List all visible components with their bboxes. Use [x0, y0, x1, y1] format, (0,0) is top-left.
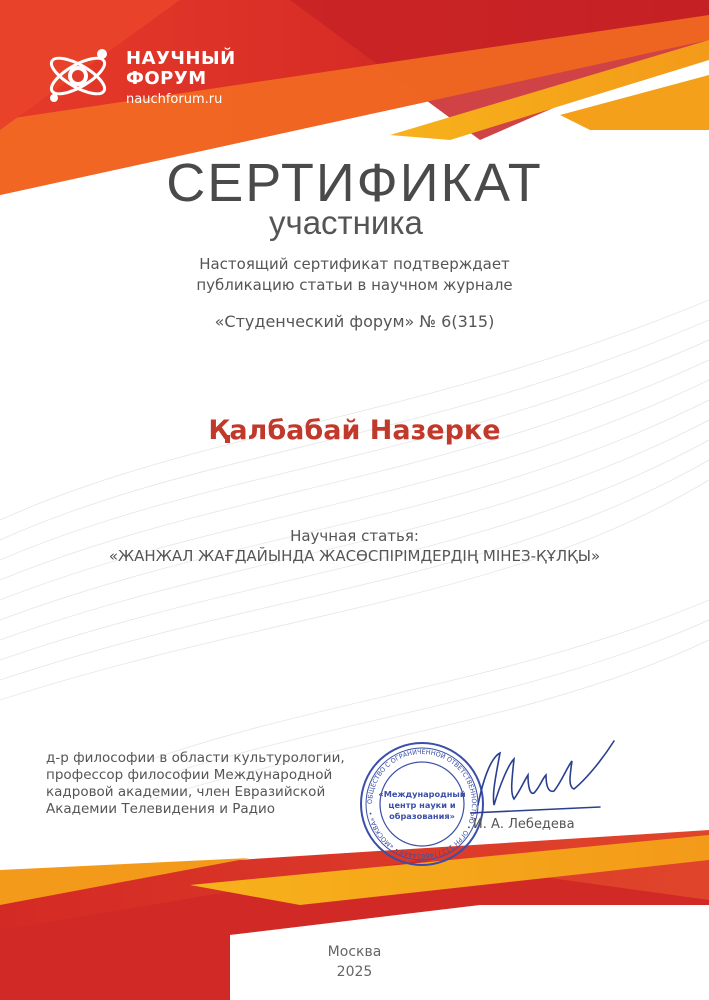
certificate-title: СЕРТИФИКАТ [166, 153, 543, 213]
official-stamp [358, 740, 486, 868]
logo-line1: НАУЧНЫЙ [126, 48, 236, 69]
footer-year: 2025 [336, 964, 373, 980]
article-label: Научная статья: [290, 527, 419, 545]
certificate-subtitle: участника [269, 204, 423, 241]
confirmation-line2: публикацию статьи в научном журнале [196, 276, 513, 294]
handwritten-signature [470, 735, 620, 815]
stamp-center-line2: центр науки и [388, 800, 456, 810]
journal-issue: «Студенческий форум» № 6(315) [214, 312, 495, 331]
confirmation-line1: Настоящий сертификат подтверждает [199, 255, 510, 273]
atom-logo-icon [44, 40, 114, 110]
signatory-credentials [46, 750, 376, 818]
stamp-center-line3: образования» [389, 811, 455, 821]
logo-line2: ФОРУМ [126, 68, 207, 89]
stamp-center-line1: «Международный [378, 789, 466, 799]
recipient-name: Қалбабай Назерке [208, 415, 501, 446]
signatory-line2: профессор философии Международной [46, 767, 333, 783]
stamp-ring-text: ОБЩЕСТВО С ОГРАНИЧЕННОЙ ОТВЕТСТВЕННОСТЬЮ • ОГРН 1127746014449 • «МОСКВА» • [365, 747, 479, 861]
signatory-line3: кадровой академии, член Евразийской [46, 784, 326, 800]
signatory-line1: д-р философии в области культурологии, [46, 750, 345, 766]
logo [44, 40, 244, 110]
signatory-name: И. А. Лебедева [473, 817, 575, 832]
signatory-line4: Академии Телевидения и Радио [46, 801, 276, 817]
logo-site: nauchforum.ru [126, 92, 223, 107]
footer-city: Москва [327, 944, 382, 960]
article-title: «ЖАНЖАЛ ЖАҒДАЙЫНДА ЖАСӨСПІРІМДЕРДІҢ МІНЕЗ-ҚҰЛҚЫ» [108, 547, 601, 565]
